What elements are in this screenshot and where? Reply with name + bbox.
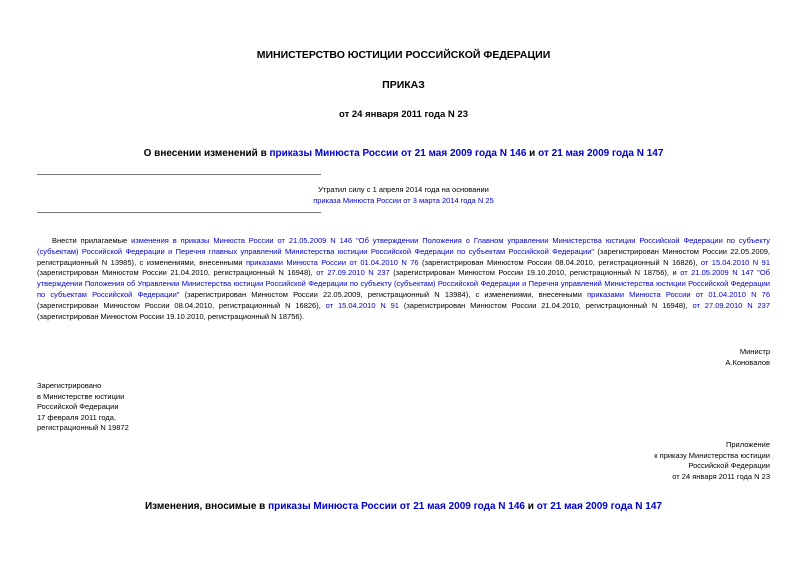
body-link-order-76[interactable]: приказами Минюста России от 01.04.2010 N 76 <box>246 257 419 267</box>
registration-line-3: Российской Федерации <box>37 402 119 412</box>
expired-notice <box>0 184 807 206</box>
body-text-1: Внести прилагаемые <box>52 236 132 245</box>
body-link-order-237-b[interactable]: от 27.09.2010 N 237 <box>692 300 770 310</box>
registration-line-5: регистрационный N 19872 <box>37 423 129 433</box>
body-text-4: (зарегистрирован Минюстом России 21.04.2010, регистрационный N 16948), <box>37 268 317 278</box>
body-link-order-91[interactable]: от 15.04.2010 N 91 <box>700 257 770 267</box>
title-middle: и <box>526 148 539 159</box>
body-text-7: (зарегистрирован Минюстом России 08.04.2010, регистрационный N 16826), <box>37 300 326 310</box>
appendix-line-4: от 24 января 2011 года N 23 <box>672 471 770 481</box>
registration-line-4: 17 февраля 2011 года, <box>37 412 117 422</box>
body-link-order-76-b[interactable]: приказами Минюста России от 01.04.2010 N 76 <box>587 289 770 299</box>
body-link-order-147[interactable]: от 21.05.2009 N 147 "Об утверждении Положения об Управлении Министерства юстиции Российской Федерации по субъекту (субъектам) Российской Федерации и Перечня управлений Министерства юстиции Российской Федерации по субъектам Российской Федерации" <box>37 268 770 299</box>
title-link-146[interactable]: приказы Минюста России от 21 мая 2009 года N 146 <box>269 148 527 159</box>
body-text-3: (зарегистрирован Минюстом России 08.04.2010, регистрационный N 16826), <box>418 257 701 267</box>
ministry-heading: МИНИСТЕРСТВО ЮСТИЦИИ РОССИЙСКОЙ ФЕДЕРАЦИИ <box>256 49 551 61</box>
signer-position: Министр <box>739 347 770 356</box>
title-link-147[interactable]: от 21 мая 2009 года N 147 <box>538 148 664 159</box>
changes-title-prefix: Изменения, вносимые в <box>144 501 269 512</box>
body-link-changes-146[interactable]: изменения в приказы Минюста России от 21.05.2009 N 146 "Об утверждении Положения о Главном управлении Министерства юстиции Российской Федерации по субъекту (субъектам) Российской Федерации и Перечня главных управлений Министерства юстиции Российской Федерации по субъектам Российской Федерации" <box>37 236 770 256</box>
body-text-6: (зарегистрирован Минюстом России 22.05.2009, регистрационный N 13984), с изменениями, внесенными <box>179 289 588 299</box>
expired-text: Утратил силу с 1 апреля 2014 года на основании <box>318 185 489 194</box>
body-text-5: (зарегистрирован Минюстом России 19.10.2010, регистрационный N 18756), и <box>389 268 681 278</box>
registration-line-2: в Министерстве юстиции <box>37 391 125 401</box>
changes-title-link-146[interactable]: приказы Минюста России от 21 мая 2009 года N 146 <box>268 501 525 512</box>
changes-title <box>0 501 807 512</box>
signature-block <box>725 347 770 368</box>
body-text-2: (зарегистрирован Минюстом России 22.05.2009, регистрационный N 13985), с изменениями, внесенными <box>37 246 770 267</box>
registration-line-1: Зарегистрировано <box>37 381 102 390</box>
appendix-line-2: к приказу Министерства юстиции <box>654 450 770 460</box>
order-body-paragraph <box>37 236 770 322</box>
doc-type-heading: ПРИКАЗ <box>382 79 425 91</box>
expired-order-link[interactable]: приказа Минюста России от 3 марта 2014 года N 25 <box>313 196 494 205</box>
title-prefix: О внесении изменений в <box>143 148 270 159</box>
body-link-order-91-b[interactable]: от 15.04.2010 N 91 <box>325 300 399 310</box>
body-text-9: (зарегистрирован Минюстом России 19.10.2010, регистрационный N 18756). <box>37 311 305 321</box>
body-link-order-237[interactable]: от 27.09.2010 N 237 <box>316 268 390 278</box>
appendix-line-3: Российской Федерации <box>688 461 770 470</box>
appendix-line-1: Приложение <box>726 440 770 449</box>
divider-top <box>37 174 321 175</box>
body-text-8: (зарегистрирован Минюстом России 21.04.2010, регистрационный N 16948), <box>398 300 693 310</box>
signer-name: А.Коновалов <box>725 357 770 367</box>
divider-bottom <box>37 212 321 213</box>
changes-title-link-147[interactable]: от 21 мая 2009 года N 147 <box>536 501 662 512</box>
appendix-block <box>654 440 770 482</box>
registration-block <box>37 381 129 434</box>
document-title <box>0 148 807 159</box>
doc-date: от 24 января 2011 года N 23 <box>339 109 468 120</box>
changes-title-middle: и <box>524 501 537 512</box>
